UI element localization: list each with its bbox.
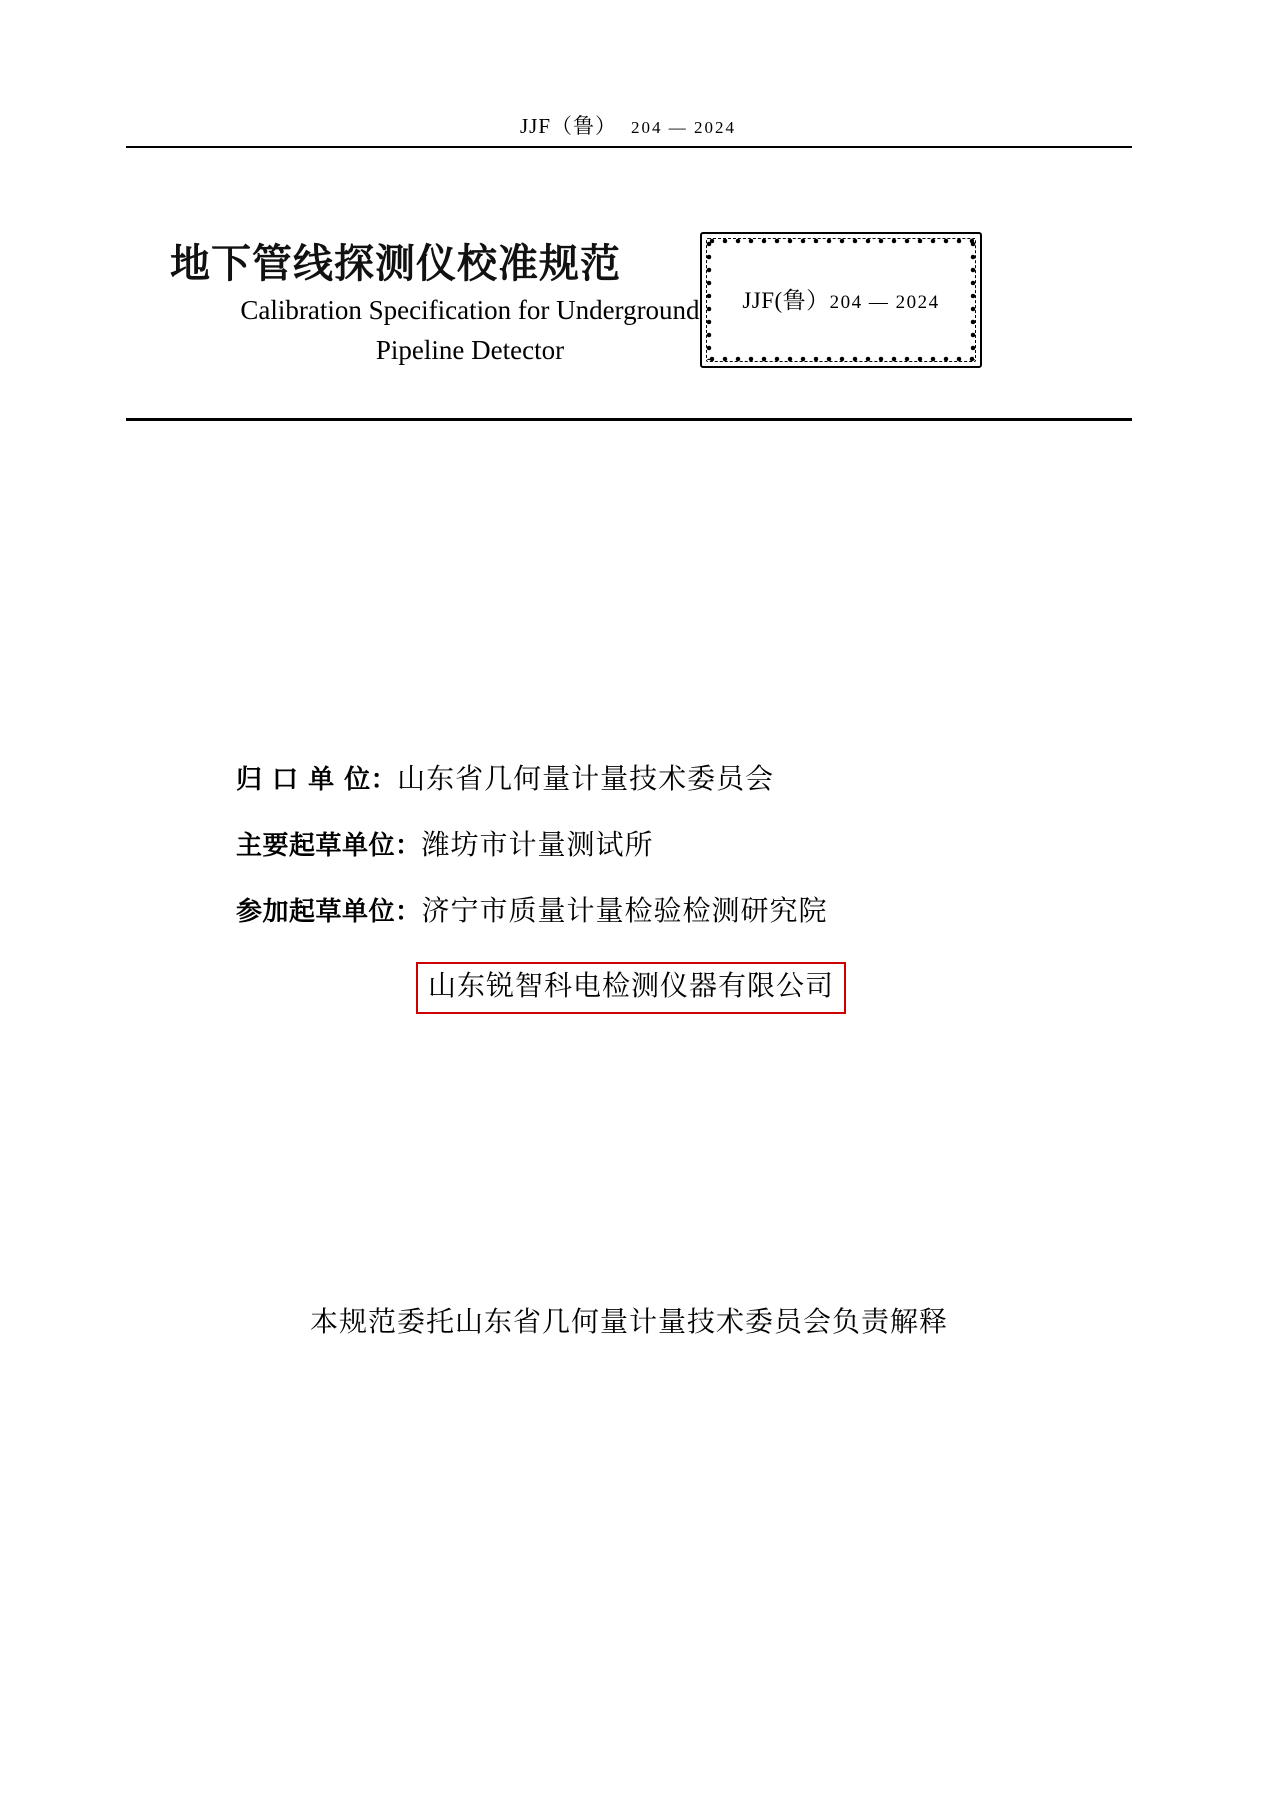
organization-value-main-drafter: 潍坊市计量测试所	[421, 830, 654, 861]
code-box-bead-row-top	[708, 237, 974, 245]
organization-row	[236, 892, 1056, 932]
organization-value-owner: 山东省几何量计量技术委员会	[397, 764, 775, 795]
organization-value-participating-drafter: 济宁市质量计量检验检测研究院	[421, 896, 828, 927]
code-box-text	[700, 282, 982, 315]
page-title-zh: 地下管线探测仪校准规范	[170, 241, 621, 287]
running-header-number: 204 — 2024	[631, 118, 737, 137]
organization-block	[236, 760, 1056, 1014]
organization-label-main-drafter: 主要起草单位：	[236, 831, 422, 861]
code-box-number: 204 — 2024	[829, 292, 940, 313]
page-title-en-line1: Calibration Specification for Underground	[240, 295, 700, 325]
organization-extra-row	[416, 962, 846, 1014]
highlighted-organization: 山东锐智科电检测仪器有限公司	[416, 962, 846, 1014]
organization-label-owner: 归 口 单 位：	[236, 765, 398, 795]
page-title-en	[150, 290, 790, 370]
running-header-prefix: JJF（鲁）	[519, 114, 618, 138]
organization-label-participating-drafter: 参加起草单位：	[236, 897, 422, 927]
standard-code-box	[700, 232, 982, 368]
running-header	[126, 110, 1132, 140]
title-divider	[126, 418, 1132, 421]
interpretation-note: 本规范委托山东省几何量计量技术委员会负责解释	[309, 1307, 948, 1338]
organization-row	[236, 760, 1056, 800]
code-box-prefix: JJF(鲁）	[742, 288, 830, 313]
code-box-bead-row-bottom	[708, 355, 974, 363]
organization-row	[236, 826, 1056, 866]
header-divider	[126, 146, 1132, 148]
page-title-en-line2: Pipeline Detector	[375, 335, 565, 365]
